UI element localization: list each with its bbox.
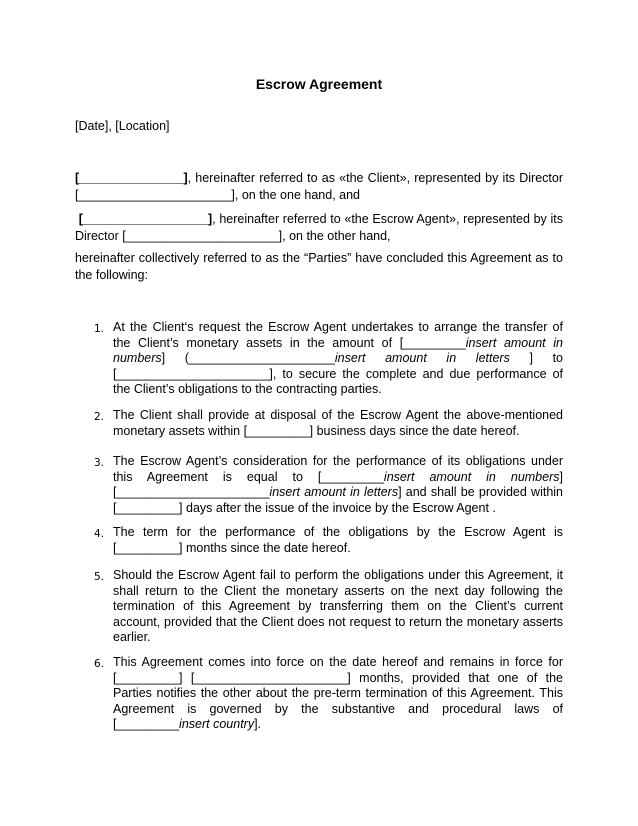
clause-3: The Escrow Agent’s consideration for the performance of its obligations under this Agreement is equal to [_________insert amount in numbers] [______________________insert amount in letters] and shall be provided within [_________] days after the issue of the invoice by the Escrow Agent . <box>113 454 563 515</box>
clause-number: 5. <box>94 571 105 583</box>
document-title: Escrow Agreement <box>255 76 383 92</box>
clause-number: 1. <box>94 323 105 335</box>
escrow-agent-definition-text: , hereinafter referred to «the Escrow Agent», represented by its Director [______________________], on the other hand, <box>75 212 563 243</box>
clause-1: At the Client‘s request the Escrow Agent undertakes to arrange the transfer of the Client’s monetary assets in the amount of [_________insert amount in numbers] (_____________________insert amount in letters ] to [______________________], to secure the complete and due performance of the Client’s obligations to the contracting parties. <box>113 320 564 397</box>
clause-4: The term for the performance of the obligations by the Escrow Agent is [_________] months since the date hereof. <box>113 525 563 555</box>
client-definition-text: , hereinafter referred to as «the Client», represented by its Director [______________________], on the one hand, and <box>75 171 563 202</box>
clause-number: 4. <box>94 528 105 540</box>
clause-number: 3. <box>94 457 105 469</box>
client-name-placeholder: [_______________] <box>75 171 188 185</box>
clause-number: 6. <box>94 658 105 670</box>
parties-paragraph: hereinafter collectively referred to as the “Parties” have concluded this Agreement as to the following: <box>75 251 563 282</box>
clause-5: Should the Escrow Agent fail to perform the obligations under this Agreement, it shall return to the Client the monetary asserts on the next day following the termination of this Agreement by transferring them on the Client’s current account, provided that the Client does not request to return the monetary asserts earlier. <box>113 568 563 645</box>
party-escrow-agent-paragraph <box>75 211 563 245</box>
clause-number: 2. <box>94 411 105 423</box>
escrow-agent-name-placeholder: [__________________] <box>78 212 213 226</box>
date-location: [Date], [Location] <box>75 119 170 133</box>
party-client-paragraph <box>75 170 563 204</box>
clause-6: This Agreement comes into force on the date hereof and remains in force for [_________] [______________________] months, provided that one of the Parties notifies the other about the pre-term termination of this Agreement. This Agreement is governed by the substantive and procedural laws of [_________insert country]. <box>113 655 563 732</box>
clause-2: The Client shall provide at disposal of the Escrow Agent the above-mentioned monetary assets within [_________] business days since the date hereof. <box>113 408 563 438</box>
